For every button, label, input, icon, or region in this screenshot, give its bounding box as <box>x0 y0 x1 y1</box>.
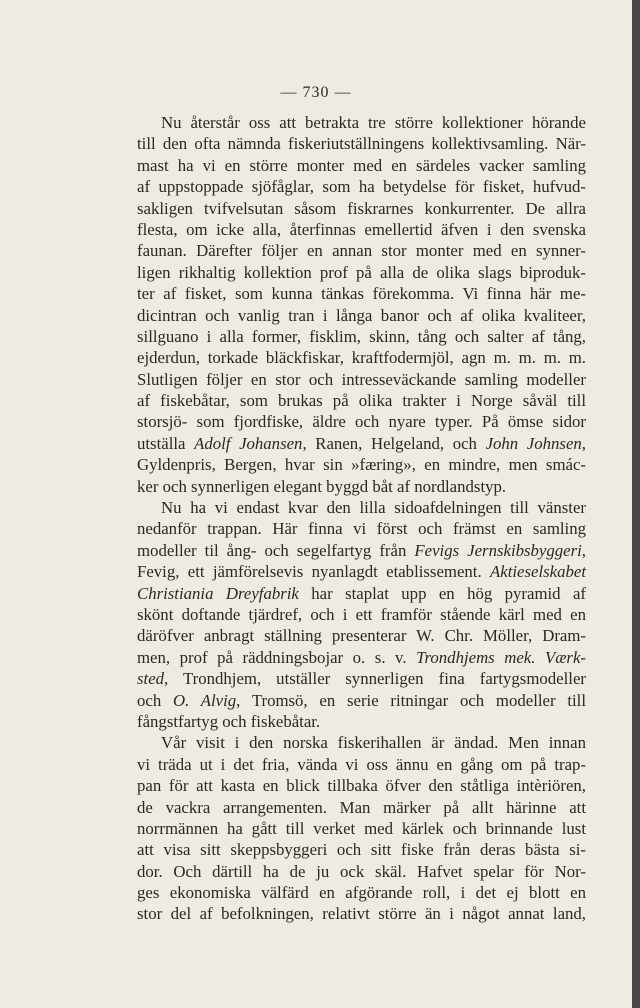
text-segment: , Trondhjem, utställer synnerligen fina fartygsmodeller <box>164 669 586 689</box>
text-line: de vackra arrangementen. Man märker på allt härinne att <box>137 797 586 817</box>
text-segment: , Tromsö, en serie ritningar och modeller till <box>236 690 586 710</box>
text-line: skönt doftande tjärdref, och i ett framför stående kärl med en <box>137 604 586 624</box>
text-line: ter af fisket, som kunna tänkas förekomma. Vi finna här me- <box>137 284 586 304</box>
text-line: stor del af befolkningen, relativt större än i något annat land, <box>137 904 586 924</box>
text-line: sillguano i alla former, fisklim, skinn, tång och salter af tång, <box>137 326 586 346</box>
text-line <box>137 690 586 711</box>
text-line: mast ha vi en större monter med en särdeles vacker samling <box>137 155 586 175</box>
text-line: ejderdun, torkade bläckfiskar, kraftfodermjöl, agn m. m. m. m. <box>137 348 586 368</box>
text-segment: , <box>581 433 586 453</box>
text-line: att visa sitt skeppsbyggeri och sitt fiske från deras bästa si- <box>137 840 586 860</box>
text-line: pan för att kasta en blick tillbaka öfver den ståtliga intèriören, <box>137 776 586 796</box>
text-line <box>137 540 586 561</box>
italic-name: Fevigs Jernskibsbyggeri <box>414 540 582 560</box>
page-number: — 730 — <box>280 84 352 101</box>
italic-name: John Johnsen <box>485 433 582 453</box>
text-line: däröfver anbragt ställning presenterar W. Chr. Möller, Dram- <box>137 626 586 646</box>
text-segment: Fevig, ett jämförelsevis nyanlagdt etablissement. <box>137 562 491 582</box>
text-line: ker och synnerligen elegant byggd båt af nordlandstyp. <box>137 476 507 496</box>
text-segment: , Ranen, Helgeland, och <box>302 433 486 453</box>
text-line: sakligen tvifvelsutan såsom fiskrarnes konkurrenter. De allra <box>137 198 586 218</box>
text-line: af fiskebåtar, som brukas på olika trakter i Norge såväl till <box>137 391 586 411</box>
text-line: fångstfartyg och fiskebåtar. <box>137 711 321 731</box>
text-line: Gyldenpris, Bergen, hvar sin »færing», en mindre, men smác- <box>137 455 586 475</box>
text-segment: och <box>137 690 173 710</box>
text-line: storsjö- som fjordfiske, äldre och nyare typer. På ömse sidor <box>137 412 586 432</box>
italic-name: Aktieselskabet <box>490 562 586 582</box>
italic-name: sted <box>137 669 165 689</box>
text-line: Nu ha vi endast kvar den lilla sidoafdelningen till vänster <box>161 498 586 518</box>
text-line: af uppstoppade sjöfåglar, som ha betydelse för fisket, hufvud- <box>137 177 586 197</box>
italic-name: Adolf Johansen <box>194 433 303 453</box>
text-line: vi träda ut i det fria, vända vi oss ännu en gång om på trap- <box>137 754 586 774</box>
text-line: norrmännen ha gått till verket med kärlek och brinnande lust <box>137 818 586 838</box>
body-text <box>137 112 586 925</box>
text-line: dicintran och vanlig tran i långa banor och af olika kvaliteer, <box>137 305 586 325</box>
text-line: Vår visit i den norska fiskerihallen är ändad. Men innan <box>161 733 586 753</box>
text-line <box>137 583 586 604</box>
text-line: Slutligen följer en stor och intresseväckande samling modeller <box>137 369 586 389</box>
text-line: till den ofta nämnda fiskeriutställningens kollektivsamling. När- <box>137 134 586 154</box>
text-line: faunan. Därefter följer en annan stor monter med en synner- <box>137 241 586 261</box>
text-line <box>137 433 586 454</box>
text-line: dor. Och därtill ha de ju ock skäl. Hafvet spelar för Nor- <box>137 861 586 881</box>
text-line: ligen rikhaltig kollektion prof på alla de olika slags biproduk- <box>137 262 586 282</box>
text-segment: men, prof på räddningsbojar o. s. v. <box>137 647 417 667</box>
text-line <box>137 647 586 668</box>
italic-name: Christiania Dreyfabrik <box>137 583 299 603</box>
text-line: ges ekonomiska välfärd en afgörande roll, i det ej blott en <box>137 883 586 903</box>
italic-name: O. Alvig <box>172 690 237 710</box>
text-line <box>137 668 586 689</box>
italic-name: Trondhjems mek. Værk- <box>416 647 586 667</box>
text-segment: , <box>581 540 586 560</box>
text-line: Nu återstår oss att betrakta tre större kollektioner hörande <box>161 113 586 132</box>
text-line: flesta, om icke alla, återfinnas emellertid äfven i den svenska <box>137 219 586 239</box>
text-line: nedanför trappan. Här finna vi först och främst en samling <box>137 519 586 539</box>
text-segment: har staplat upp en hög pyramid af <box>298 583 586 603</box>
text-segment: utställa <box>137 433 195 453</box>
text-segment: modeller til ång- och segelfartyg från <box>137 540 415 560</box>
text-line <box>137 561 586 582</box>
